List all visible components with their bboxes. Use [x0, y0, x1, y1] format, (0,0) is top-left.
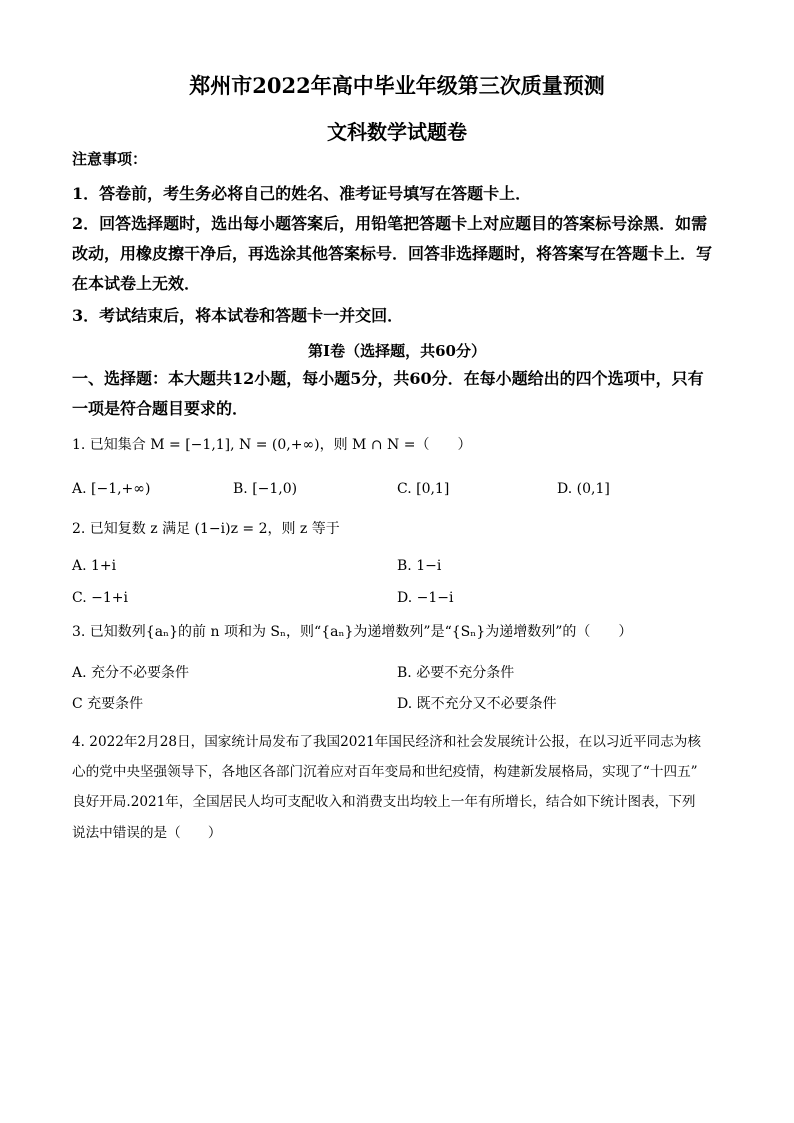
note-2-line-3: 在本试卷上无效．	[72, 274, 201, 293]
page-subtitle: 文科数学试题卷	[327, 120, 467, 144]
question-2-option-c: C. −1+i	[72, 590, 128, 606]
question-3-option-d: D. 既不充分又不必要条件	[397, 696, 557, 712]
question-4-line-1: 4. 2022年2月28日，国家统计局发布了我国2021年国民经济和社会发展统计公报，在以习近平同志为核	[72, 734, 701, 750]
question-1-option-a: A. [−1,+∞)	[72, 481, 151, 497]
question-3-stem: 3. 已知数列{aₙ}的前 n 项和为 Sₙ，则“{aₙ}为递增数列”是“{Sₙ}为递增数列”的（ ）	[72, 624, 633, 640]
question-4-line-3: 良好开局.2021年，全国居民人均可支配收入和消费支出均较上一年有所增长，结合如下统计图表，下列	[72, 794, 696, 810]
note-3: 3．考试结束后，将本试卷和答题卡一并交回．	[72, 306, 404, 325]
question-2-stem: 2. 已知复数 z 满足 (1−i)z = 2，则 z 等于	[72, 521, 340, 537]
question-2-option-b: B. 1−i	[397, 558, 442, 574]
question-3-option-b: B. 必要不充分条件	[397, 665, 515, 681]
note-2-line-1: 2．回答选择题时，选出每小题答案后，用铅笔把答题卡上对应题目的答案标号涂黑．如需	[72, 214, 708, 233]
question-2-option-d: D. −1−i	[397, 590, 454, 606]
question-2-option-a: A. 1+i	[72, 558, 117, 574]
question-3-option-a: A. 充分不必要条件	[72, 665, 190, 681]
question-1-option-d: D. (0,1]	[557, 481, 610, 497]
note-1: 1．答卷前，考生务必将自己的姓名、准考证号填写在答题卡上．	[72, 184, 532, 203]
page-title: 郑州市2022年高中毕业年级第三次质量预测	[189, 73, 605, 98]
section-intro-line-1: 一、选择题：本大题共12小题，每小题5分，共60分．在每小题给出的四个选项中，只有	[72, 369, 704, 388]
notes-heading: 注意事项：	[72, 150, 148, 168]
question-3-option-c: C 充要条件	[72, 696, 144, 712]
section-intro-line-2: 一项是符合题目要求的．	[72, 399, 249, 418]
question-1-stem: 1. 已知集合 M = [−1,1], N = (0,+∞)，则 M ∩ N =（ ）	[72, 437, 472, 453]
question-4-line-2: 心的党中央坚强领导下，各地区各部门沉着应对百年变局和世纪疫情，构建新发展格局，实现了“十四五”	[72, 764, 698, 780]
note-2-line-2: 改动，用橡皮擦干净后，再选涂其他答案标号．回答非选择题时，将答案写在答题卡上．写	[72, 244, 713, 263]
question-4-line-4: 说法中错误的是（ ）	[72, 825, 222, 841]
question-1-option-c: C. [0,1]	[397, 481, 450, 497]
question-1-option-b: B. [−1,0)	[233, 481, 298, 497]
section-heading: 第Ⅰ卷（选择题，共60分）	[308, 342, 486, 360]
